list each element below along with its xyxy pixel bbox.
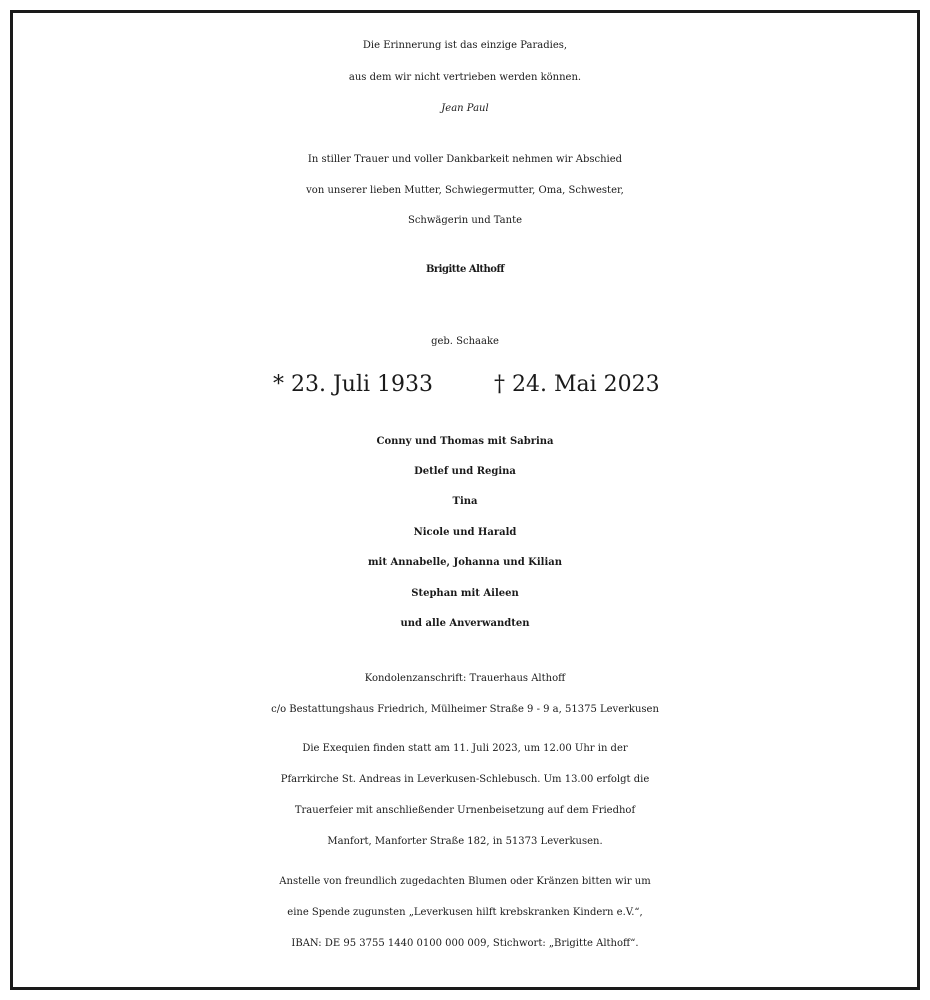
exequies-line-2: Pfarrkirche St. Andreas in Leverkusen-Schlebusch. Um 13.00 erfolgt die	[280, 774, 650, 785]
mourner-line: und alle Anverwandten	[400, 618, 530, 629]
quote-line-1: Die Erinnerung ist das einzige Paradies,	[362, 40, 568, 51]
exequies-line-3: Trauerfeier mit anschließender Urnenbeisetzung auf dem Friedhof	[294, 805, 636, 816]
birth-date: * 23. Juli 1933	[273, 372, 434, 397]
mourner-line: Stephan mit Aileen	[411, 588, 519, 599]
intro-line-2: von unserer lieben Mutter, Schwiegermutter, Oma, Schwester,	[306, 185, 624, 196]
life-dates	[0, 372, 930, 404]
death-date: † 24. Mai 2023	[494, 372, 660, 397]
exequies-line-1: Die Exequien finden statt am 11. Juli 2023, um 12.00 Uhr in der	[302, 743, 628, 754]
quote-line-2: aus dem wir nicht vertrieben werden können.	[348, 72, 582, 83]
quote-author: Jean Paul	[441, 103, 489, 114]
condolence-line-2: c/o Bestattungshaus Friedrich, Mülheimer Straße 9 - 9 a, 51375 Leverkusen	[271, 704, 659, 715]
mourner-line: Conny und Thomas mit Sabrina	[376, 436, 554, 447]
exequies-line-4: Manfort, Manforter Straße 182, in 51373 Leverkusen.	[327, 836, 603, 847]
intro-line-1: In stiller Trauer und voller Dankbarkeit nehmen wir Abschied	[307, 154, 623, 165]
intro-line-3: Schwägerin und Tante	[407, 215, 523, 226]
mourner-line: Detlef und Regina	[414, 466, 516, 477]
donation-line-1: Anstelle von freundlich zugedachten Blumen oder Kränzen bitten wir um	[279, 876, 651, 887]
mourner-line: mit Annabelle, Johanna und Kilian	[367, 557, 563, 568]
mourner-line: Nicole und Harald	[413, 527, 517, 538]
donation-line-3: IBAN: DE 95 3755 1440 0100 000 009, Stichwort: „Brigitte Althoff“.	[291, 938, 639, 949]
donation-line-2: eine Spende zugunsten „Leverkusen hilft krebskranken Kindern e.V.“,	[287, 907, 643, 918]
mourner-line: Tina	[452, 496, 478, 507]
condolence-line-1: Kondolenzanschrift: Trauerhaus Althoff	[364, 673, 566, 684]
maiden-name: geb. Schaake	[431, 336, 499, 347]
deceased-name: Brigitte Althoff	[425, 264, 505, 275]
